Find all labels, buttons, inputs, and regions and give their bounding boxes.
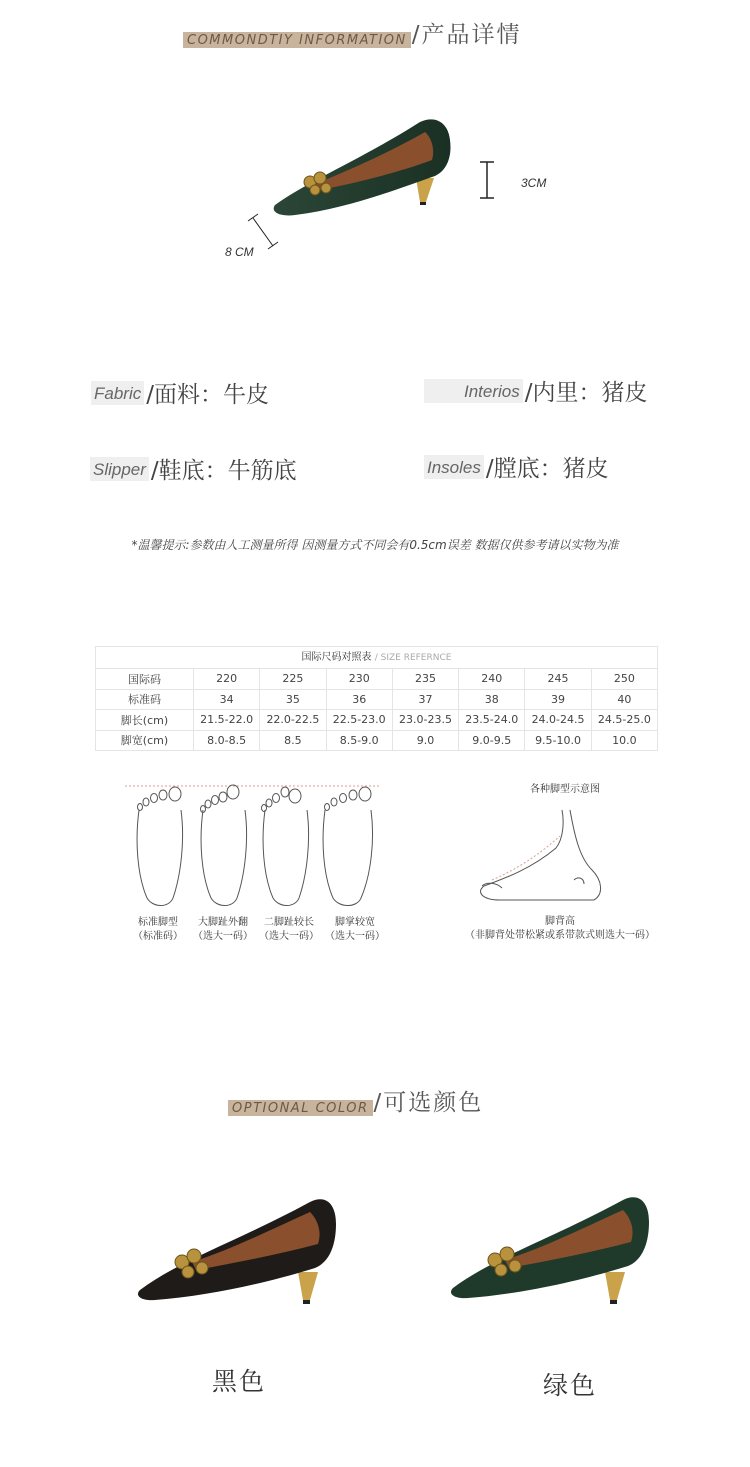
size-cell: 8.5-9.0: [326, 730, 392, 751]
length-dimension-label: 8 CM: [225, 245, 254, 259]
foot-type-hint: （选大一码）: [259, 931, 319, 942]
optional-color-title: /可选颜色: [373, 1090, 484, 1116]
size-cell: 9.5-10.0: [525, 730, 591, 751]
size-cell: 38: [459, 689, 525, 710]
material-tag: Slipper: [90, 457, 149, 481]
size-row-label: 脚宽(cm): [96, 730, 194, 751]
foot-type-bunion: [190, 916, 256, 944]
material-interior: [424, 374, 648, 407]
size-cell: 240: [459, 669, 525, 690]
material-text: /面料：牛皮: [146, 382, 269, 408]
size-cell: 245: [525, 669, 591, 690]
size-cell: 230: [326, 669, 392, 690]
product-details-header: [183, 22, 522, 48]
material-text: /内里：猪皮: [524, 380, 648, 406]
size-cell: 220: [194, 669, 260, 690]
size-row-label: 标准码: [96, 689, 194, 710]
size-table-row: [96, 689, 658, 710]
optional-color-tag: OPTIONAL COLOR: [228, 1100, 373, 1116]
size-cell: 225: [260, 669, 326, 690]
size-cell: 8.5: [260, 730, 326, 751]
measurement-note: *温馨提示:参数由人工测量所得 因测量方式不同会有0.5cm误差 数据仅供参考请以实物为准: [131, 538, 619, 552]
material-text: /鞋底：牛筋底: [150, 458, 297, 484]
size-cell: 250: [591, 669, 657, 690]
size-cell: 35: [260, 689, 326, 710]
material-tag: Interios: [424, 379, 523, 403]
size-cell: 8.0-8.5: [194, 730, 260, 751]
instep-name: 脚背高: [545, 916, 575, 927]
foot-type-name: 大脚趾外翻: [198, 917, 248, 928]
size-chart: [95, 646, 658, 751]
foot-type-hint: （选大一码）: [325, 931, 385, 942]
size-cell: 37: [392, 689, 458, 710]
instep-label: [460, 915, 660, 943]
product-details-tag: COMMONDTIY INFORMATION: [183, 32, 411, 48]
size-table-row: [96, 730, 658, 751]
size-cell: 23.5-24.0: [459, 710, 525, 731]
foot-type-standard: [128, 916, 188, 944]
foot-type-name: 二脚趾较长: [264, 917, 314, 928]
black-shoe-image: [130, 1190, 350, 1320]
foot-types-image: [125, 780, 385, 912]
foot-type-wide: [322, 916, 388, 944]
size-cell: 22.0-22.5: [260, 710, 326, 731]
foot-type-name: 脚掌较宽: [335, 917, 375, 928]
size-cell: 23.0-23.5: [392, 710, 458, 731]
material-slipper: [90, 452, 297, 485]
size-cell: 34: [194, 689, 260, 710]
shoe-dimension-image: [220, 110, 580, 270]
material-fabric: [91, 376, 269, 409]
material-insoles: [424, 450, 609, 483]
optional-color-header: [228, 1090, 483, 1116]
size-chart-subtitle: / SIZE REFERNCE: [374, 653, 452, 663]
color-option-green[interactable]: 绿色: [543, 1371, 598, 1400]
size-cell: 24.5-25.0: [591, 710, 657, 731]
size-chart-caption: [95, 646, 658, 668]
size-cell: 40: [591, 689, 657, 710]
size-cell: 21.5-22.0: [194, 710, 260, 731]
size-table-row: [96, 710, 658, 731]
material-tag: Fabric: [91, 381, 144, 405]
size-chart-title: 国际尺码对照表: [301, 652, 372, 663]
size-cell: 39: [525, 689, 591, 710]
foot-type-hint: （选大一码）: [193, 931, 253, 942]
color-option-black[interactable]: 黑色: [212, 1367, 267, 1396]
size-row-label: 国际码: [96, 669, 194, 690]
instep-diagram-image: [470, 808, 620, 908]
size-row-label: 脚长(cm): [96, 710, 194, 731]
green-shoe-image: [445, 1188, 665, 1318]
foot-diagram-title: 各种脚型示意图: [530, 784, 600, 795]
foot-type-name: 标准脚型: [138, 917, 178, 928]
size-table: [95, 668, 658, 751]
height-dimension-label: 3CM: [521, 176, 547, 190]
size-cell: 9.0-9.5: [459, 730, 525, 751]
size-cell: 9.0: [392, 730, 458, 751]
foot-type-long-second-toe: [256, 916, 322, 944]
foot-type-hint: （标准码）: [133, 931, 183, 942]
size-table-row: [96, 669, 658, 690]
material-text: /膛底：猪皮: [485, 456, 609, 482]
material-tag: Insoles: [424, 455, 484, 479]
size-cell: 22.5-23.0: [326, 710, 392, 731]
size-cell: 24.0-24.5: [525, 710, 591, 731]
product-details-title: /产品详情: [411, 22, 522, 48]
size-cell: 36: [326, 689, 392, 710]
instep-hint: （非脚背处带松紧或系带款式则选大一码）: [465, 930, 655, 941]
size-cell: 10.0: [591, 730, 657, 751]
size-cell: 235: [392, 669, 458, 690]
